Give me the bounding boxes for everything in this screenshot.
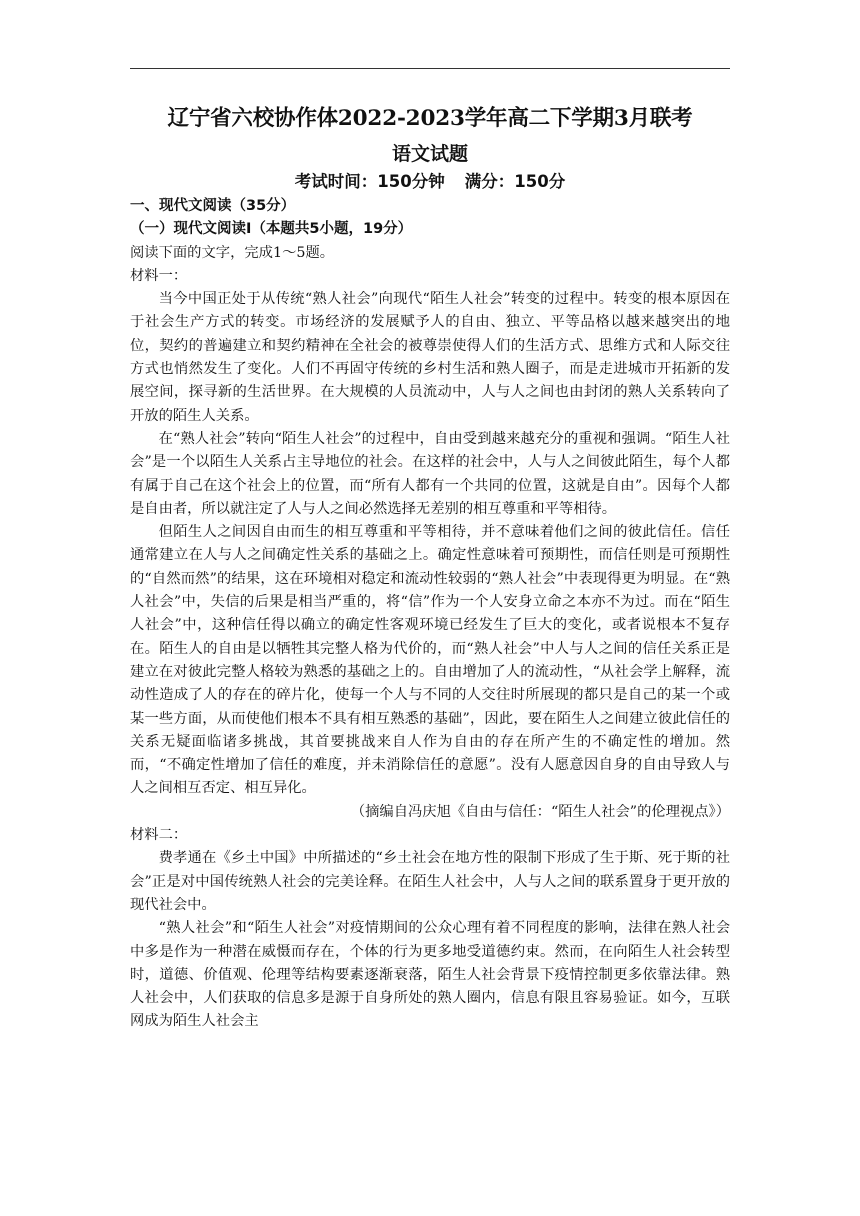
full-score: 满分：150分 bbox=[464, 172, 566, 191]
material1-paragraph: 但陌生人之间因自由而生的相互尊重和平等相待，并不意味着他们之间的彼此信任。信任通常建立在人与人之间确定性关系的基础之上。确定性意味着可预期性，而信任则是可预期性的“自然而然”的结果，这在环境相对稳定和流动性较弱的“熟人社会”中表现得更为明显。在“熟人社会”中，失信的后果是相当严重的，将“信”作为一个人安身立命之本亦不为过。而在“陌生人社会”中，这种信任得以确立的确定性客观环境已经发生了巨大的变化，或者说根本不复存在。陌生人的自由是以牺牲其完整人格为代价的，而“熟人社会”中人与人之间的信任关系正是建立在对彼此完整人格较为熟悉的基础之上的。自由增加了人的流动性，“从社会学上解释，流动性造成了人的存在的碎片化，使每一个人与不同的人交往时所展现的都只是自己的某一个或某一些方面，从而使他们根本不具有相互熟悉的基础”，因此，要在陌生人之间建立彼此信任的关系无疑面临诸多挑战，其首要挑战来自人作为自由的存在所产生的不确定性的增加。然而，“不确定性增加了信任的难度，并未消除信任的意愿”。没有人愿意因自身的自由导致人与人之间相互否定、相互异化。 bbox=[130, 524, 730, 797]
section-heading: 一、现代文阅读（35分） bbox=[130, 198, 296, 214]
exam-title: 辽宁省六校协作体2022-2023学年高二下学期3月联考 bbox=[167, 106, 693, 131]
material2-paragraph: 费孝通在《乡土中国》中所描述的“乡土社会在地方性的限制下形成了生于斯、死于斯的社会”正是对中国传统熟人社会的完美诠释。在陌生人社会中，人与人之间的联系置身于更开放的现代社会中。 bbox=[130, 850, 730, 913]
material2-paragraph: “熟人社会”和“陌生人社会”对疫情期间的公众心理有着不同程度的影响，法律在熟人社会中多是作为一种潜在威慑而存在，个体的行为更多地受道德约束。然而，在向陌生人社会转型时，道德、价值观、伦理等结构要素逐渐衰落，陌生人社会背景下疫情控制更多依靠法律。熟人社会中，人们获取的信息多是源于自身所处的熟人圈内，信息有限且容易验证。如今，互联网成为陌生人社会主 bbox=[130, 920, 730, 1030]
instruction-text: 阅读下面的文字，完成1～5题。 bbox=[130, 244, 335, 261]
material2-label: 材料二： bbox=[130, 827, 188, 844]
material1-label: 材料一： bbox=[130, 267, 188, 284]
header-rule bbox=[130, 68, 730, 69]
material1-paragraph: 在“熟人社会”转向“陌生人社会”的过程中，自由受到越来越充分的重视和强调。“陌生人社会”是一个以陌生人关系占主导地位的社会。在这样的社会中，人与人之间彼此陌生，每个人都有属于自己在这个社会上的位置，而“所有人都有一个共同的位置，这就是自由”。因每个人都是自由者，所以就注定了人与人之间必然选择无差别的相互尊重和平等相待。 bbox=[130, 430, 730, 517]
exam-subtitle: 语文试题 bbox=[391, 143, 468, 165]
exam-meta bbox=[130, 170, 730, 194]
material1-source: （摘编自冯庆旭《自由与信任：“陌生人社会”的伦理视点》） bbox=[350, 803, 730, 820]
material1-paragraph: 当今中国正处于从传统“熟人社会”向现代“陌生人社会”转变的过程中。转变的根本原因在于社会生产方式的转变。市场经济的发展赋予人的自由、独立、平等品格以越来越突出的地位，契约的普遍建立和契约精神在全社会的被尊崇使得人们的生活方式、思维方式和人际交往方式也悄然发生了变化。人们不再固守传统的乡村生活和熟人圈子，而是走进城市开拓新的发展空间，探寻新的生活世界。在大规模的人员流动中，人与人之间也由封闭的熟人关系转向了开放的陌生人关系。 bbox=[130, 291, 730, 424]
sub-section-heading: （一）现代文阅读Ⅰ（本题共5小题，19分） bbox=[130, 221, 413, 238]
exam-time: 考试时间：150分钟 bbox=[294, 172, 445, 191]
document-body bbox=[130, 195, 730, 1034]
